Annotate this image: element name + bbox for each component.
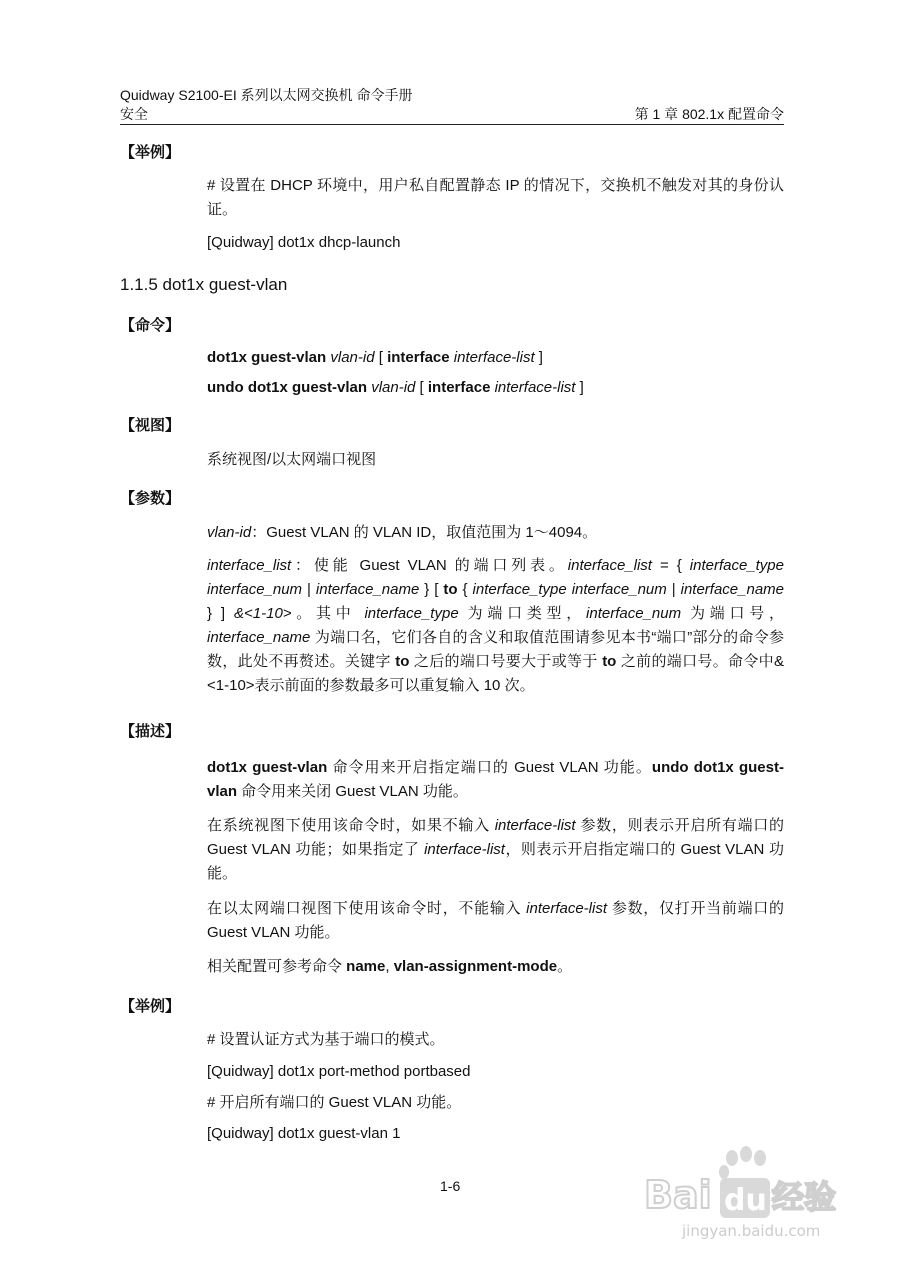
example-comment: # 设置在 DHCP 环境中，用户私自配置静态 IP 的情况下，交换机不触发对其的身份认证。 [207, 177, 784, 218]
desc-italic: interface-list [494, 817, 576, 834]
param-keyword: to [395, 653, 410, 670]
param-text: 为端口类型， [458, 605, 587, 622]
example-command: [Quidway] dot1x dhcp-launch [207, 234, 401, 251]
undo-arg-list: interface-list [494, 379, 576, 396]
example2-command-2: [Quidway] dot1x guest-vlan 1 [207, 1125, 401, 1142]
param-italic: interface_type interface_num [472, 581, 667, 598]
param-vlan-id [207, 521, 784, 545]
section-title: 1.1.5 dot1x guest-vlan [120, 275, 288, 294]
param-italic: interface_name [207, 629, 311, 646]
header-divider [120, 124, 784, 125]
param-description: ：Guest VLAN 的 VLAN ID，取值范围为 1～4094。 [251, 524, 598, 541]
undo-keyword-interface: interface [427, 379, 491, 396]
param-italic: &<1-10> [234, 605, 292, 622]
desc-keyword: vlan-assignment-mode [393, 958, 558, 975]
undo-command-syntax [207, 376, 784, 400]
param-italic: interface_type interface_num [207, 557, 784, 598]
desc-keyword: undo dot1x guest-vlan [207, 759, 784, 800]
view-text: 系统视图/以太网端口视图 [207, 451, 377, 468]
undo-bracket-close: ] [575, 379, 584, 396]
desc-text: 在系统视图下使用该命令时，如果不输入 [207, 817, 495, 834]
param-text: | [666, 581, 681, 598]
baidu-jingyan-watermark [640, 1138, 850, 1243]
chapter-label: 第 1 章 802.1x 配置命令 [634, 106, 784, 122]
param-name: vlan-id [207, 524, 252, 541]
desc-keyword: dot1x guest-vlan [207, 759, 328, 776]
param-text: | [302, 581, 316, 598]
desc-text: 。 [557, 958, 573, 975]
param-interface-list [207, 554, 784, 698]
desc-text: 参数，则表示开启所有端口的 Guest VLAN 功能；如果指定了 [207, 817, 785, 858]
param-italic: interface_name [680, 581, 785, 598]
example2-heading: 【举例】 [120, 998, 181, 1015]
param-name: interface_list [207, 557, 292, 574]
document-title: Quidway S2100-EI 系列以太网交换机 命令手册 [120, 87, 413, 103]
desc-paragraph-1 [207, 756, 784, 804]
watermark-bai: Bai [644, 1173, 712, 1217]
paw-toe-1 [726, 1150, 738, 1166]
example2-command-1: [Quidway] dot1x port-method portbased [207, 1063, 471, 1080]
command-keyword: dot1x guest-vlan [207, 349, 327, 366]
view-heading: 【视图】 [120, 417, 181, 434]
params-heading: 【参数】 [120, 490, 181, 507]
undo-command-arg: vlan-id [371, 379, 416, 396]
param-keyword: to [602, 653, 617, 670]
param-italic: interface_num [586, 605, 682, 622]
param-text: 为端口号， [681, 605, 784, 622]
desc-paragraph-2 [207, 814, 784, 886]
desc-heading: 【描述】 [120, 723, 181, 740]
watermark-du: du [724, 1183, 767, 1218]
desc-text: 相关配置可参考命令 [207, 958, 347, 975]
desc-italic: interface-list [424, 841, 505, 858]
page-number: 1-6 [440, 1178, 461, 1194]
param-italic: interface_list [567, 557, 652, 574]
command-keyword-interface: interface [387, 349, 450, 366]
undo-command-keyword: undo dot1x guest-vlan [207, 379, 368, 396]
paw-toe-3 [754, 1150, 766, 1166]
param-italic: interface_name [315, 581, 420, 598]
desc-text: 命令用来开启指定端口的 Guest VLAN 功能。 [327, 759, 652, 776]
param-text: 为端口名，它们各自的含义和取值范围请参见本书“端口”部分的命令参数，此处不再赘述。关键字 [207, 629, 784, 670]
desc-paragraph-3 [207, 897, 784, 945]
param-text: 之后的端口号要大于或等于 [409, 653, 603, 670]
desc-italic: interface-list [526, 900, 607, 917]
param-text: = { [651, 557, 690, 574]
command-syntax [207, 346, 784, 370]
section-label: 安全 [120, 106, 148, 122]
param-text: { [457, 581, 473, 598]
example2-comment-2: # 开启所有端口的 Guest VLAN 功能。 [207, 1094, 462, 1111]
undo-bracket-open: [ [415, 379, 428, 396]
desc-text: 在以太网端口视图下使用该命令时，不能输入 [207, 900, 527, 917]
command-arg-list: interface-list [453, 349, 535, 366]
watermark-jingyan: 经验 [772, 1178, 837, 1216]
watermark-url: jingyan.baidu.com [682, 1222, 821, 1240]
param-text: ：使能 Guest VLAN 的端口列表。 [291, 557, 568, 574]
desc-paragraph-4 [207, 955, 784, 979]
param-keyword: to [443, 581, 458, 598]
param-text: } ] [207, 605, 234, 622]
example-heading: 【举例】 [120, 144, 181, 161]
param-text: } [ [419, 581, 444, 598]
desc-keyword: name [346, 958, 386, 975]
param-text: 之前的端口号。命令中&<1-10>表示前面的参数最多可以重复输入 10 次。 [207, 653, 784, 694]
desc-text: ，则表示开启指定端口的 Guest VLAN 功能。 [207, 841, 784, 882]
command-bracket-close: ] [534, 349, 543, 366]
paw-toe-4 [719, 1165, 729, 1179]
desc-text: , [385, 958, 394, 975]
param-italic: interface_type [364, 605, 459, 622]
command-bracket-open: [ [374, 349, 388, 366]
desc-text: 参数，仅打开当前端口的 Guest VLAN 功能。 [207, 900, 785, 941]
command-arg: vlan-id [330, 349, 375, 366]
paw-toe-2 [740, 1146, 752, 1162]
command-heading: 【命令】 [120, 317, 181, 334]
desc-text: 命令用来关闭 Guest VLAN 功能。 [237, 783, 468, 800]
param-text: 。其中 [291, 605, 365, 622]
example2-comment-1: # 设置认证方式为基于端口的模式。 [207, 1031, 445, 1048]
